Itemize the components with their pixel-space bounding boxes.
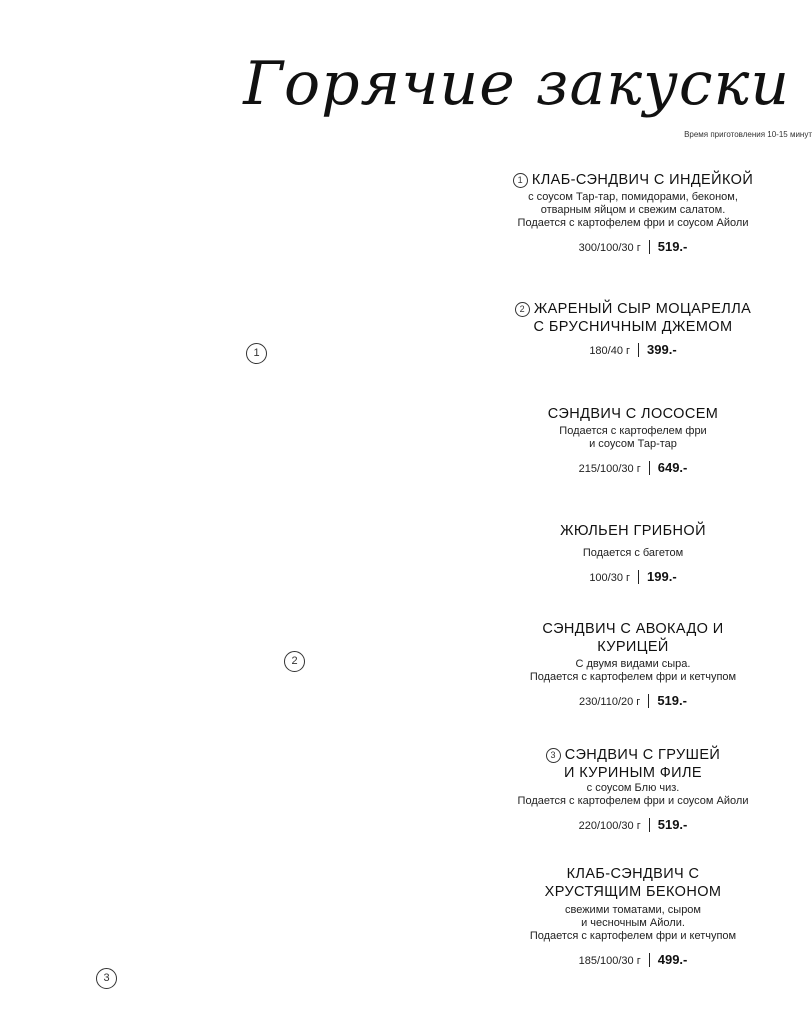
- photo-marker-2: 2: [284, 651, 305, 672]
- price-line: [490, 817, 776, 832]
- item-name: КЛАБ-СЭНДВИЧ С: [566, 866, 700, 882]
- item-price: 519.-: [657, 817, 688, 832]
- item-name: СЭНДВИЧ С АВОКАДО И: [542, 621, 724, 637]
- page-title: Горячие закуски: [243, 49, 790, 119]
- item-price: 519.-: [657, 239, 688, 254]
- menu-item: [490, 300, 776, 357]
- item-weight: 220/100/30 г: [578, 820, 641, 832]
- item-name: 1 КЛАБ-СЭНДВИЧ С ИНДЕЙКОЙ: [490, 171, 776, 189]
- item-weight: 215/100/30 г: [578, 463, 641, 475]
- item-name: ЖЮЛЬЕН ГРИБНОЙ: [560, 523, 706, 539]
- menu-item: [490, 405, 776, 475]
- item-description: свежими томатами, сыром и чесночным Айоли. Подается с картофелем фри и кетчупом: [529, 904, 737, 942]
- cooking-time-text: Время приготовления 10-15 минут: [684, 130, 812, 139]
- item-number-badge: 1: [513, 173, 528, 188]
- item-name: 3 СЭНДВИЧ С ГРУШЕЙ: [490, 746, 776, 764]
- item-price: 399.-: [647, 342, 677, 357]
- price-line: [490, 239, 776, 254]
- item-price: 499.-: [657, 952, 688, 967]
- menu-item: [490, 865, 776, 967]
- item-weight: 185/100/30 г: [578, 955, 641, 967]
- item-price: 519.-: [657, 693, 687, 708]
- price-line: [490, 952, 776, 967]
- price-line: [490, 460, 776, 475]
- item-name-line-2: ХРУСТЯЩИМ БЕКОНОМ: [544, 884, 722, 900]
- item-weight: 100/30 г: [589, 572, 631, 584]
- item-weight: 300/100/30 г: [578, 242, 641, 254]
- photo-marker-1: 1: [246, 343, 267, 364]
- photo-marker-3: 3: [96, 968, 117, 989]
- menu-item: [490, 620, 776, 708]
- price-line: [490, 569, 776, 584]
- item-number-badge: 2: [515, 302, 530, 317]
- item-description: Подается с картофелем фри и соусом Тар-тар: [559, 425, 707, 450]
- item-description: Подается с багетом: [582, 547, 684, 559]
- item-name-line-2: И КУРИНЫМ ФИЛЕ: [563, 765, 702, 781]
- item-name-line-2: С БРУСНИЧНЫМ ДЖЕМОМ: [533, 319, 733, 335]
- item-description: с соусом Тар-тар, помидорами, беконом, отварным яйцом и свежим салатом. Подается с картофелем фри и соусом Айоли: [517, 191, 749, 229]
- item-description: С двумя видами сыра. Подается с картофелем фри и кетчупом: [529, 658, 737, 683]
- item-name: 2 ЖАРЕНЫЙ СЫР МОЦАРЕЛЛА: [490, 300, 776, 318]
- item-name: СЭНДВИЧ С ЛОСОСЕМ: [547, 406, 719, 422]
- item-name-line-2: КУРИЦЕЙ: [597, 639, 669, 655]
- item-weight: 230/110/20 г: [579, 696, 641, 708]
- item-weight: 180/40 г: [589, 345, 631, 357]
- item-price: 649.-: [657, 460, 688, 475]
- menu-item: [490, 746, 776, 832]
- item-description: с соусом Блю чиз. Подается с картофелем фри и соусом Айоли: [517, 782, 749, 807]
- menu-item: [490, 522, 776, 584]
- price-line: [490, 342, 776, 357]
- cooking-time-note: [0, 130, 812, 139]
- menu-item: [490, 171, 776, 254]
- price-line: [490, 693, 776, 708]
- item-number-badge: 3: [546, 748, 561, 763]
- item-price: 199.-: [647, 569, 677, 584]
